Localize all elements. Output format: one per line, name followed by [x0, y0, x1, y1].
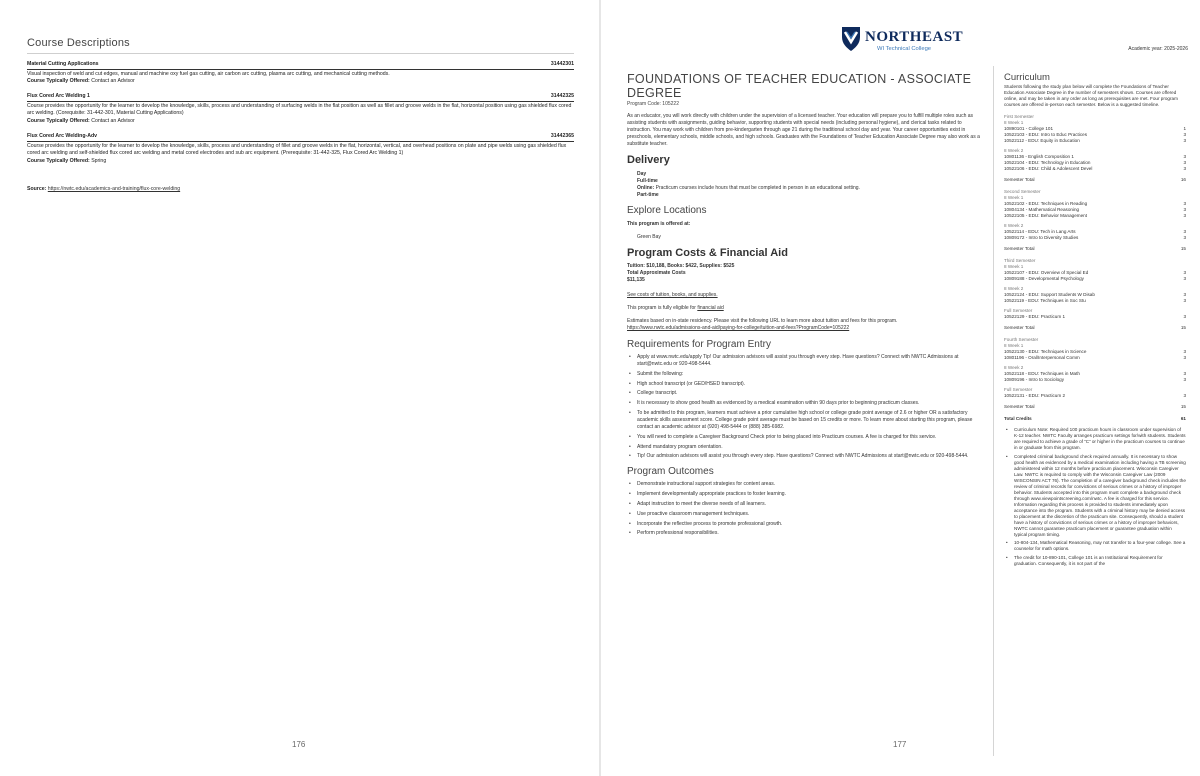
semester-name: Third Semester — [1004, 258, 1036, 263]
semester-total-row — [1004, 404, 1186, 410]
course-title: 10522114 - EDU: Tech in Lang Arts — [1004, 229, 1076, 234]
course-title: 10809196 - Intro to Sociology — [1004, 377, 1065, 382]
list-item: • Demonstrate instructional support strategies for content areas. — [627, 481, 983, 488]
list-item: • Adapt instruction to meet the diverse needs of all learners. — [627, 501, 983, 508]
course-credits: 3 — [1183, 292, 1186, 297]
semester-total-label: Semester Total — [1004, 404, 1035, 409]
offered-label: Course Typically Offered: — [27, 117, 90, 124]
course-title: 10522119 - EDU: Techniques in Soc Stu — [1004, 298, 1086, 303]
delivery-fulltime: Full-time — [637, 178, 658, 184]
left-page — [0, 0, 599, 776]
costs-heading: Program Costs & Financial Aid — [627, 247, 788, 259]
list-item: • Curriculum Note: Required 100 practicum hours in classroom under supervision of K-12 teacher. NWTC Faculty arranges practicum settings for/with students. Students are required to achieve a grade of “C” or higher in the practicum courses to continue in or graduate from this program. — [1004, 427, 1186, 451]
delivery-day: Day — [637, 171, 647, 177]
course-code: 31442301 — [550, 61, 574, 67]
divider — [27, 141, 574, 142]
financial-aid-link[interactable]: financial aid — [697, 305, 724, 311]
offered-label: Course Typically Offered: — [27, 78, 90, 85]
course-row — [1004, 213, 1186, 219]
course-description: Visual inspection of weld and cut edges, manual and machine oxy fuel gas cutting, air carbon arc cutting, plasma arc cutting, and mechanical cutting methods. — [27, 70, 390, 77]
course-title: 10522102 - EDU: Techniques in Reading — [1004, 201, 1088, 206]
course-title: 10809172 - Intro to Diversity Studies — [1004, 235, 1079, 240]
outcomes-heading: Program Outcomes — [627, 466, 714, 478]
course-credits: 3 — [1183, 166, 1186, 171]
course-row — [1004, 377, 1186, 383]
course-code: 31442365 — [550, 133, 574, 139]
course-title: 10522131 - EDU: Practicum 2 — [1004, 393, 1066, 398]
list-item: • College transcript. — [627, 390, 983, 397]
list-item: • Completed criminal background check required annually. It is necessary to show good health as evidenced by a medical examination including having a TB screening administered within 12 months before practicum placement. Wisconsin Caregiver Law. NWTC is required to comply with the Wisconsin Caregiver Law (2009 WISCONSIN ACT 76). The completion of a caregiver background check includes the review of criminal records for convictions of serious crimes or a history of improper behavior. Students accepted into this program must complete a background check through www.viewpointscreening.com/nwtc. A fee is charged for this service. Information regarding this process is provided to students immediately upon acceptance into the program. Students with a criminal history may be denied access to placement at the discretion of the practicum site. Consequently, should a student have a history of convictions of serious crimes or a history of improper behaviors, NWTC cannot guarantee practicum placement or guarantee graduation within typical program timing. — [1004, 454, 1186, 538]
semester-total-value: 15 — [1180, 246, 1186, 251]
offered-value: Contact an Advisor — [91, 78, 135, 85]
week-label: 8 Week 2 — [1004, 365, 1024, 370]
course-description: Course provides the opportunity for the learner to develop the knowledge, skills, process and understanding of fillet and groove welds in the flat, horizontal, vertical, and overhead positions on plate and pipe welds using gas shielded flux cored arc welding and self-shielded flux cored arc welding and metal cored electrodes and sub arc equipment. (Prerequisite: 31-442-325, Flux Cored Arc Welding 1) — [27, 142, 567, 157]
course-credits: 3 — [1183, 298, 1186, 303]
course-row — [1004, 298, 1186, 304]
semester-list — [1004, 114, 1186, 410]
course-entry — [27, 133, 574, 165]
divider — [27, 101, 574, 102]
list-item: • Submit the following: — [627, 371, 983, 378]
course-credits: 3 — [1183, 355, 1186, 360]
offered-label: Course Typically Offered: — [27, 157, 90, 164]
semester-total-row — [1004, 177, 1186, 183]
week-label: 8 Week 2 — [1004, 286, 1024, 291]
course-title: 10522124 - EDU: Support Students W Disab — [1004, 292, 1095, 297]
total-cost: $11,135 — [627, 277, 645, 283]
total-cost-label: Total Approximate Costs — [627, 270, 686, 276]
course-title: 10522104 - EDU: Technology in Education — [1004, 160, 1091, 165]
curriculum-intro: Students following the study plan below will complete the Foundations of Teacher Education Associate Degree in the number of semesters shown. Courses are offered online, and may be taken in any order as long as prerequisites are met. Four program courses are offered in-person each semester. Below is a suggested timeline. — [1004, 84, 1178, 107]
requirements-heading: Requirements for Program Entry — [627, 339, 771, 350]
course-credits: 3 — [1183, 138, 1186, 143]
course-description: Course provides the opportunity for the learner to develop the knowledge, skills, process and understanding of surfacing welds in the flat position as well as fillet and groove welds in the flat, horizontal position using gas shielded flux cored arc welding. (Corequisite: 31-442-301, Material Cutting Applications) — [27, 102, 572, 117]
course-credits: 3 — [1183, 276, 1186, 281]
page-number: 177 — [893, 740, 907, 749]
aid-line — [627, 305, 983, 312]
course-credits: 3 — [1183, 377, 1186, 382]
tuition-url-link[interactable]: https://www.nwtc.edu/admissions-and-aid/paying-for-college/tuition-and-fees?ProgramCode=105222 — [627, 325, 850, 331]
course-row — [1004, 235, 1186, 241]
course-entry — [27, 93, 574, 125]
course-credits: 3 — [1183, 235, 1186, 240]
program-code: Program Code: 105222 — [627, 101, 679, 107]
list-item: • High school transcript (or GED/HSED transcript). — [627, 381, 983, 388]
delivery-heading: Delivery — [627, 154, 670, 166]
logo-name: NORTHEAST — [865, 29, 964, 45]
course-credits: 3 — [1183, 213, 1186, 218]
course-name: Flux Cored Arc Welding 1 — [27, 93, 90, 99]
course-credits: 3 — [1183, 270, 1186, 275]
course-title: 10522130 - EDU: Techniques in Science — [1004, 349, 1087, 354]
course-credits: 3 — [1183, 132, 1186, 137]
offered-value: Contact an Advisor — [91, 117, 135, 124]
column-divider — [993, 66, 994, 756]
week-label: 8 Week 1 — [1004, 120, 1024, 125]
divider — [27, 69, 574, 70]
course-row — [1004, 166, 1186, 172]
total-credits-row — [1004, 416, 1186, 422]
semester-total-value: 15 — [1180, 404, 1186, 409]
course-credits: 3 — [1183, 154, 1186, 159]
week-label: Full Semester — [1004, 308, 1033, 313]
course-row — [1004, 138, 1186, 144]
semester-block — [1004, 337, 1186, 410]
course-title: 10522106 - EDU: Child & Adolescent Devel — [1004, 166, 1093, 171]
locations-heading: Explore Locations — [627, 205, 707, 216]
semester-block — [1004, 189, 1186, 252]
semester-total-row — [1004, 325, 1186, 331]
list-item: • Apply at www.nwtc.edu/apply Tip! Our admission advisors will assist you through every step. Have questions? Connect with NWTC Admissions at start@nwtc.edu or 920-498-5444. — [627, 354, 983, 368]
week-label: Full Semester — [1004, 387, 1033, 392]
page-number: 176 — [292, 740, 306, 749]
main-column — [627, 72, 983, 540]
course-row — [1004, 276, 1186, 282]
list-item: • 10-804-134, Mathematical Reasoning, may not transfer to a four-year college. See a counselor for math options. — [1004, 540, 1186, 552]
delivery-list — [637, 171, 983, 199]
course-name: Flux Cored Arc Welding-Adv — [27, 133, 98, 139]
list-item: • Tip! Our admission advisors will assist you through every step. Have questions? Connect with NWTC Admissions at start@nwtc.edu or 920-498-5444. — [627, 453, 983, 460]
academic-year: Academic year: 2025-2026 — [1128, 46, 1188, 52]
semester-total-value: 15 — [1180, 325, 1186, 330]
list-item: • The credit for 10-890-101, College 101 is an Institutional Requirement for graduation. Consequently, it is not part of the — [1004, 555, 1186, 567]
curriculum-heading: Curriculum — [1004, 72, 1050, 83]
logo-subtitle: WI Technical College — [877, 46, 932, 52]
semester-name: Fourth Semester — [1004, 337, 1039, 342]
aid-text: This program is fully eligible for — [627, 305, 696, 311]
course-title: 10804134 - Mathematical Reasoning — [1004, 207, 1080, 212]
total-credits-label: Total Credits — [1004, 416, 1032, 421]
source-link[interactable]: https://nwtc.edu/academics-and-training/flux-core-welding — [47, 186, 181, 192]
list-item: • Implement developmentally appropriate practices to foster learning. — [627, 491, 983, 498]
semester-total-value: 16 — [1180, 177, 1186, 182]
course-credits: 1 — [1183, 126, 1186, 131]
curriculum-column — [1004, 72, 1186, 569]
college-logo — [841, 26, 964, 56]
course-row — [1004, 355, 1186, 361]
list-item: • Incorporate the reflective process to promote professional growth. — [627, 521, 983, 528]
course-title: 10522129 - EDU: Practicum 1 — [1004, 314, 1066, 319]
source-label: Source: — [27, 186, 47, 192]
location-name: Green Bay — [637, 234, 661, 240]
shield-icon — [841, 26, 861, 52]
week-label: 8 Week 1 — [1004, 264, 1024, 269]
course-title: 10522105 - EDU: Behavior Management — [1004, 213, 1087, 218]
week-label: 8 Week 1 — [1004, 195, 1024, 200]
course-credits: 3 — [1183, 393, 1186, 398]
course-credits: 3 — [1183, 201, 1186, 206]
curriculum-notes — [1004, 427, 1186, 567]
semester-total-label: Semester Total — [1004, 177, 1035, 182]
course-name: Material Cutting Applications — [27, 61, 99, 67]
course-credits: 3 — [1183, 314, 1186, 319]
page-title: Course Descriptions — [27, 37, 130, 49]
delivery-parttime: Part-time — [637, 192, 659, 198]
list-item: • Perform professional responsibilities. — [627, 530, 983, 537]
list-item: • You will need to complete a Caregiver Background Check prior to being placed into Practicum courses. A fee is charged for this service. — [627, 434, 983, 441]
course-title: 10801136 - English Composition 1 — [1004, 154, 1074, 159]
course-credits: 3 — [1183, 371, 1186, 376]
semester-total-label: Semester Total — [1004, 325, 1035, 330]
semester-name: First Semester — [1004, 114, 1034, 119]
course-credits: 3 — [1183, 207, 1186, 212]
list-item: • It is necessary to show good health as evidenced by a medical examination within 90 days prior to beginning practicum classes. — [627, 400, 983, 407]
course-title: 10522107 - EDU: Overview of Special Ed — [1004, 270, 1089, 275]
course-credits: 3 — [1183, 229, 1186, 234]
course-title: 10522103 - EDU: Intro to Educ Practices — [1004, 132, 1087, 137]
program-intro: As an educator, you will work directly with children under the supervision of a licensed teacher. Your education will prepare you to fulfill multiple roles such as assisting students with assignments, guiding behavior, supporting students with special needs (including personal hygiene), and clerical tasks related to instruction. You may work with children from pre-kindergarten through age 21 during the traditional school day and year. Your career opportunities exist in preschools, elementary schools, middle schools, and high schools. Graduates with the Foundations of Teacher Education Associate Degree may also work as a substitute teacher. — [627, 113, 980, 147]
course-title: 10890101 - College 101 — [1004, 126, 1054, 131]
course-row — [1004, 393, 1186, 399]
list-item: • Use proactive classroom management techniques. — [627, 511, 983, 518]
course-title: 10809188 - Developmental Psychology — [1004, 276, 1084, 281]
title-divider — [27, 53, 574, 54]
offered-value: Spring — [91, 157, 107, 164]
program-title: FOUNDATIONS OF TEACHER EDUCATION - ASSOCIATE DEGREE — [627, 72, 972, 100]
week-label: 8 Week 2 — [1004, 148, 1024, 153]
course-entry — [27, 61, 574, 86]
delivery-online-label: Online: — [637, 185, 655, 191]
outcomes-list — [627, 481, 983, 537]
semester-block — [1004, 258, 1186, 331]
course-credits: 3 — [1183, 160, 1186, 165]
total-credits-value: 61 — [1180, 416, 1186, 421]
week-label: 8 Week 2 — [1004, 223, 1024, 228]
semester-name: Second Semester — [1004, 189, 1041, 194]
list-item: • To be admitted to this program, learners must achieve a prior cumulative high school or college grade point average of 2.6 or higher OR a satisfactory academic skills assessment score. College grade point average must be based on 15 credits or more. To learn more about starting this program, please contact an academic advisor at (920) 498-5444 or (888) 385-6982. — [627, 410, 983, 431]
semester-total-row — [1004, 246, 1186, 252]
requirements-list — [627, 354, 983, 460]
right-page — [601, 0, 1200, 776]
course-code: 31442325 — [550, 93, 574, 99]
cost-breakdown: Tuition: $10,188, Books: $422, Supplies: $525 — [627, 263, 735, 269]
semester-total-label: Semester Total — [1004, 246, 1035, 251]
course-title: 10522118 - EDU: Techniques in Math — [1004, 371, 1080, 376]
estimates-text: Estimates based on in-state residency. Please visit the following URL to learn more about tuition and fees for this program. — [627, 318, 898, 324]
source-line — [27, 186, 180, 192]
course-row — [1004, 314, 1186, 320]
semester-block — [1004, 114, 1186, 183]
course-title: 10801196 - Oral/Interpersonal Comm — [1004, 355, 1080, 360]
course-title: 10522112 - EDU: Equity in Education — [1004, 138, 1080, 143]
course-credits: 3 — [1183, 349, 1186, 354]
list-item: • Attend mandatory program orientation. — [627, 444, 983, 451]
week-label: 8 Week 1 — [1004, 343, 1024, 348]
see-costs-link[interactable]: See costs of tuition, books, and supplies. — [627, 292, 718, 298]
offered-at-label: This program is offered at: — [627, 221, 691, 227]
delivery-online-text: Practicum courses include hours that must be completed in person in an educational setting. — [655, 185, 860, 191]
